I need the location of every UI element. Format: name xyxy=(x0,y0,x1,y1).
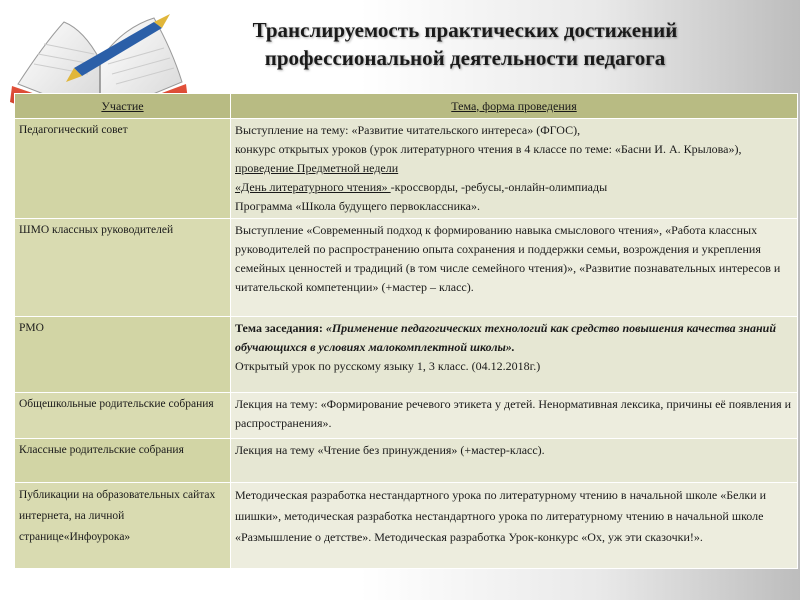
row-3-extra: Открытый урок по русскому языку 1, 3 класс. (04.12.2018г.) xyxy=(235,359,541,373)
row-5-participation: Классные родительские собрания xyxy=(15,439,231,483)
row-1-line-5: -кроссворды, -ребусы,-онлайн-олимпиады xyxy=(390,180,608,194)
row-3-theme: «Применение педагогических технологий как средство повышения качества знаний обучающихся в условиях малокомплектной школы». xyxy=(235,321,777,354)
row-3-label: Тема заседания: xyxy=(235,321,326,335)
header-participation: Участие xyxy=(15,94,231,119)
table-row xyxy=(15,219,798,317)
table-row xyxy=(15,317,798,393)
table-row xyxy=(15,119,798,219)
page-title xyxy=(175,16,755,72)
table-row xyxy=(15,483,798,569)
title-line-2: профессиональной деятельности педагога xyxy=(264,46,666,70)
row-3-participation: РМО xyxy=(15,317,231,393)
table-header-row xyxy=(15,94,798,119)
table-row xyxy=(15,439,798,483)
table-row xyxy=(15,393,798,439)
row-2-participation: ШМО классных руководителей xyxy=(15,219,231,317)
row-1-line-1: Выступление на тему: «Развитие читательского интереса» (ФГОС), xyxy=(235,123,581,137)
row-1-line-3: проведение Предметной недели xyxy=(235,161,399,175)
achievements-table-container xyxy=(14,93,800,586)
row-1-line-2: конкурс открытых уроков (урок литературного чтения в 4 классе по теме: «Басни И. А. Крылова»), xyxy=(235,142,742,156)
achievements-table xyxy=(14,93,798,569)
row-1-line-6: Программа «Школа будущего первоклассника». xyxy=(235,199,480,213)
title-line-1: Транслируемость практических достижений xyxy=(252,18,678,42)
row-5-topic: Лекция на тему «Чтение без принуждения» (+мастер-класс). xyxy=(231,439,798,483)
row-1-line-4: «День литературного чтения» xyxy=(235,180,391,194)
row-6-participation: Публикации на образовательных сайтах интернета, на личной странице«Инфоурока» xyxy=(15,483,231,569)
row-2-topic: Выступление «Современный подход к формированию навыка смыслового чтения», «Работа классных руководителей по распространению опыта сохранения и поддержки семьи, возрождения и укрепления семейных ценностей и традиций (в том числе семейного чтения)», «Развитие познавательных интересов и читательской компетенции» (+мастер – класс). xyxy=(231,219,798,317)
row-4-participation: Общешкольные родительские собрания xyxy=(15,393,231,439)
row-6-topic: Методическая разработка нестандартного урока по литературному чтению в начальной школе «Белки и шишки», методическая разработка нестандартного урока по литературному чтению в начальной школе «Размышление о детстве». Методическая разработка Урок-конкурс «Ох, уж эти сказочки!». xyxy=(231,483,798,569)
header-topic: Тема, форма проведения xyxy=(231,94,798,119)
row-4-topic: Лекция на тему: «Формирование речевого этикета у детей. Ненормативная лексика, причины её появления и распространения». xyxy=(231,393,798,439)
row-3-topic xyxy=(231,317,798,393)
row-1-topic xyxy=(231,119,798,219)
row-1-participation: Педагогический совет xyxy=(15,119,231,219)
